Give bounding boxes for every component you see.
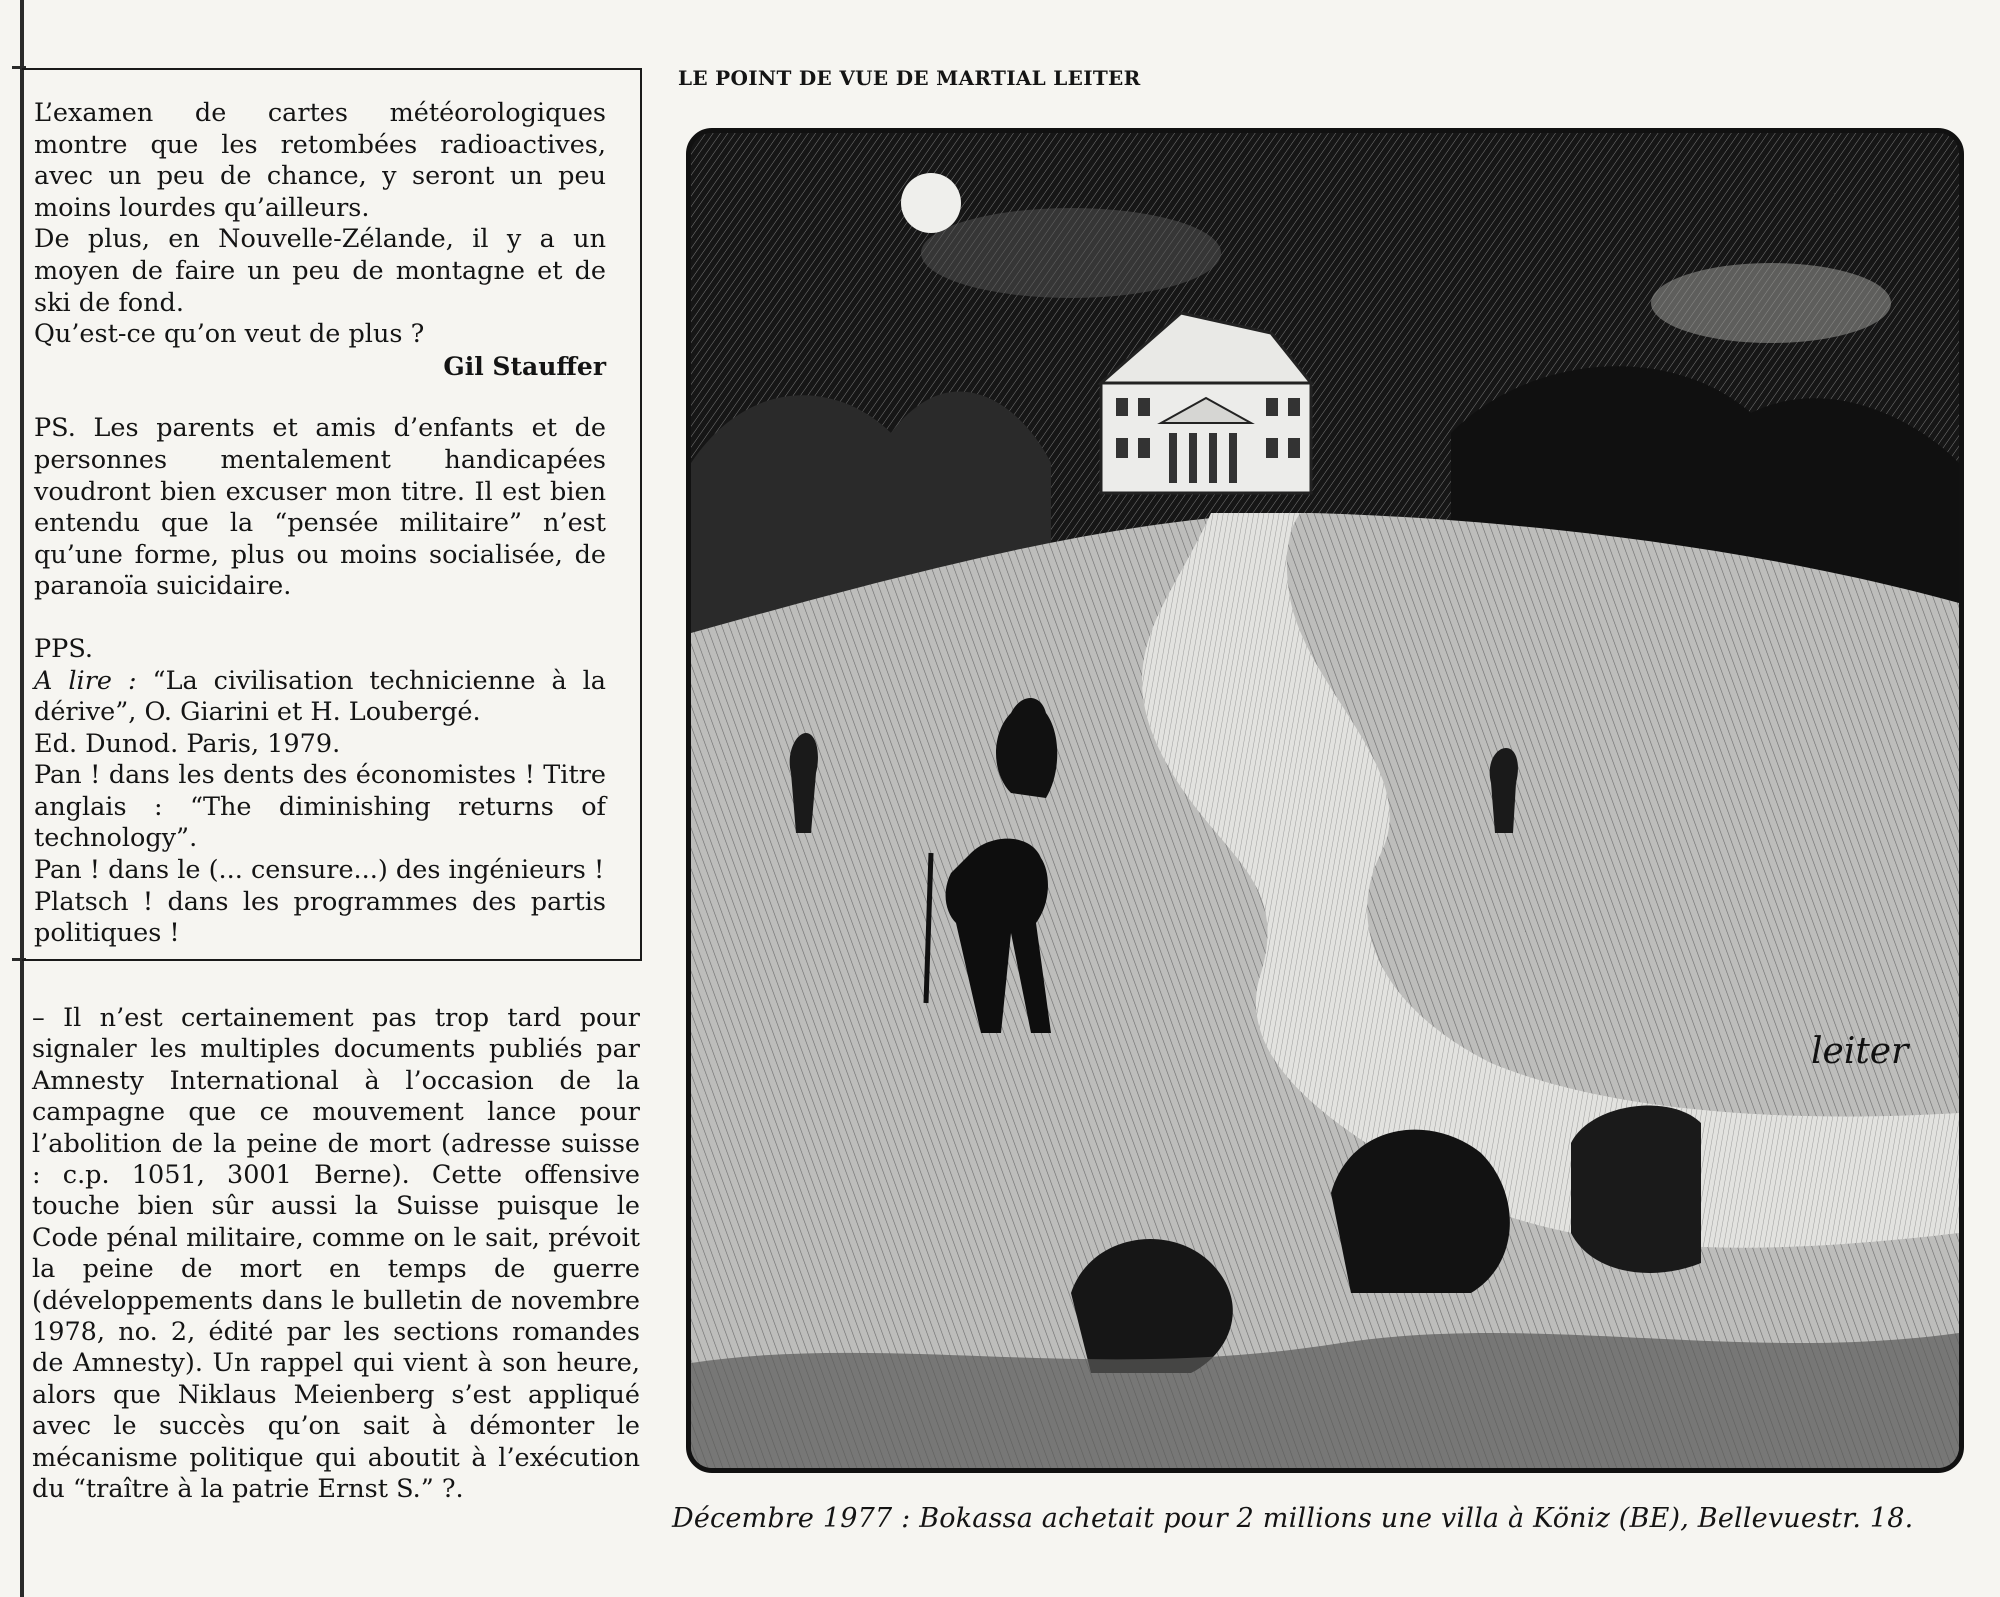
box-paragraph-2: De plus, en Nouvelle-Zélande, il y a un moyen de faire un peu de montagne et de ski de fond. (34, 224, 606, 318)
box-paragraph-1: L’examen de cartes météorologiques montre que les retombées radioactives, avec un peu de chance, y seront un peu moins lourdes qu’ailleurs. (34, 98, 606, 223)
cloud (921, 208, 1221, 298)
boxed-column (22, 68, 642, 961)
reading-recommendation (34, 666, 606, 729)
moon (901, 173, 961, 233)
cartoon-illustration (686, 128, 1964, 1473)
author-signature: Gil Stauffer (443, 351, 606, 381)
alire-title: “La civilisation technicienne à la dérive”, O. Giarini et H. Loubergé. (34, 665, 607, 728)
rock (1571, 1106, 1701, 1273)
platsch-parties: Platsch ! dans les programmes des partis politiques ! (34, 886, 606, 949)
artist-signature: leiter (1811, 1031, 1909, 1072)
alire-label: A lire : (34, 665, 137, 696)
box-paragraph-3: Qu’est-ce qu’on veut de plus ? (34, 319, 425, 350)
cartoon-drawing (691, 133, 1959, 1468)
cartoon-heading: LE POINT DE VUE DE MARTIAL LEITER (678, 66, 1141, 90)
cartoon-caption: Décembre 1977 : Bokassa achetait pour 2 millions une villa à Köniz (BE), Bellevuestr. 18. (672, 1503, 1914, 1534)
cloud (1651, 263, 1891, 343)
postscript: PS. Les parents et amis d’enfants et de personnes mentalement handicapées voudront bien excuser mon titre. Il est bien entendu que la “pensée militaire” n’est qu’une forme, plus ou moins socialisée, de paranoïa suicidaire. (34, 413, 606, 602)
grass-foreground (691, 1333, 1959, 1468)
pan-engineers: Pan ! dans le (... censure...) des ingénieurs ! (34, 855, 605, 886)
pan-economists: Pan ! dans les dents des économistes ! Titre anglais : “The diminishing returns of technology”. (34, 760, 606, 854)
pps-label: PPS. (34, 633, 93, 664)
amnesty-paragraph: – Il n’est certainement pas trop tard pour signaler les multiples documents publiés par Amnesty International à l’occasion de la campagne que ce mouvement lance pour l’abolition de la peine de mort (adresse suisse : c.p. 1051, 3001 Berne). Cette offensive touche bien sûr aussi la Suisse puisque le Code pénal militaire, comme on le sait, prévoit la peine de mort en temps de guerre (développements dans le bulletin de novembre 1978, no. 2, édité par les sections romandes de Amnesty). Un rappel qui vient à son heure, alors que Niklaus Meienberg s’est appliqué avec le succès qu’on sait à démonter le mécanisme politique qui aboutit à l’exécution du “traître à la patrie Ernst S.” ?. (32, 1003, 640, 1505)
publisher-line: Ed. Dunod. Paris, 1979. (34, 728, 341, 759)
